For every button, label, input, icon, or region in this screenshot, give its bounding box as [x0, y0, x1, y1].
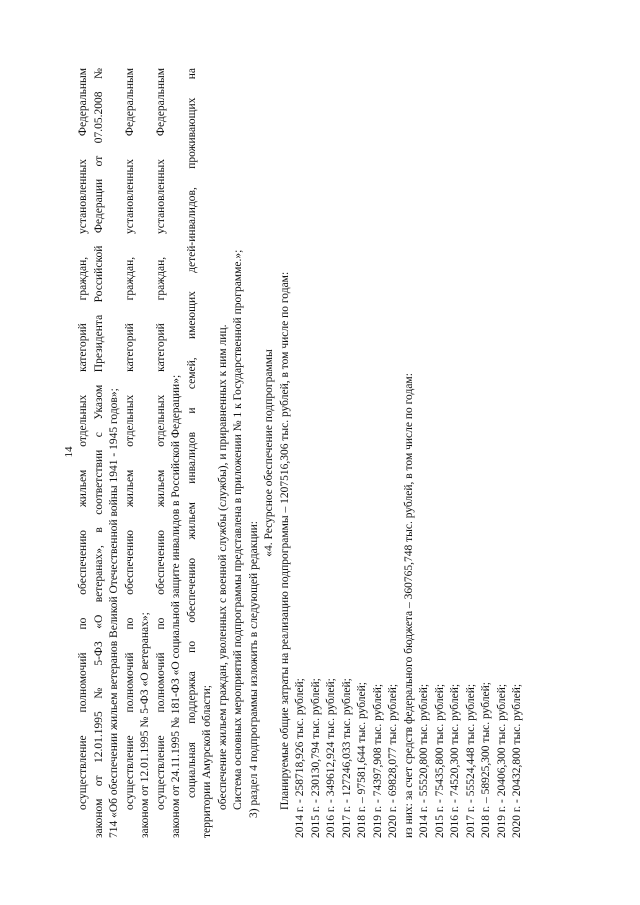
text-line: 2017 г. - 55524,448 тыс. рублей;	[464, 683, 477, 838]
page-number: 14	[63, 446, 75, 458]
text-line: социальная поддержка по обеспечению жильем инвалидов и семей, имеющих детей-инвалидов, проживающих на	[185, 68, 198, 798]
text-line: 2016 г. - 74520,300 тыс. рублей;	[449, 683, 461, 838]
text-line: осуществление полномочий по обеспечению жильем отдельных категорий граждан, установленных Федеральным	[154, 68, 167, 810]
text-line: территории Амурской области;	[201, 685, 213, 838]
text-line: осуществление полномочий по обеспечению жильем отдельных категорий граждан, установленных Федеральным	[77, 68, 89, 810]
text-line: Планируемые общие затраты на реализацию подпрограммы – 1207516,306 тыс. рублей, в том числе по годам:	[278, 271, 291, 810]
text-line: 2015 г. - 75435,800 тыс. рублей;	[433, 683, 446, 838]
text-line: 2016 г. - 349612,924 тыс. рублей;	[325, 678, 337, 838]
text-line: «4. Ресурсное обеспечение подпрограммы	[263, 349, 275, 557]
text-line: 2019 г. - 74397,908 тыс. рублей;	[371, 683, 384, 838]
text-line: 2020 г. - 20432,800 тыс. рублей;	[511, 683, 523, 838]
text-line: 2014 г. - 55520,800 тыс. рублей;	[418, 683, 430, 838]
text-line: 2017 г. - 127246,033 тыс. рублей;	[340, 678, 353, 838]
text-line: 2018 г. – 97581,644 тыс. рублей;	[356, 682, 368, 838]
document-body	[76, 68, 526, 838]
text-line: 2014 г. - 258718,926 тыс. рублей;	[294, 678, 306, 838]
text-line: 2015 г. - 230130,794 тыс. рублей;	[309, 678, 322, 838]
text-line: законом от 12.01.1995 № 5-ФЗ «О ветеранах», в соответствии с Указом Президента Российской Федерации от 07.05.2008 №	[92, 68, 105, 838]
text-line: 3) раздел 4 подпрограммы изложить в следующей редакции:	[247, 521, 260, 818]
text-line: Система основных мероприятий подпрограммы представлена в приложении № 1 к Государственной программе.»;	[232, 249, 244, 810]
text-line: из них: за счет средств федерального бюджета – 360765,748 тыс. рублей, в том числе по годам:	[402, 373, 415, 838]
text-line: 2018 г. – 58925,300 тыс. рублей;	[480, 682, 492, 838]
text-line: законом от 12.01.1995 № 5-ФЗ «О ветеранах»;	[139, 612, 151, 838]
text-line: осуществление полномочий по обеспечению жильем отдельных категорий граждан, установленных Федеральным	[123, 68, 136, 810]
text-line: 2020 г. - 69828,077 тыс. рублей;	[387, 683, 399, 838]
text-line: обеспечение жильем граждан, уволенных с военной службы (службы), и приравненных к ним лиц.	[216, 324, 229, 810]
text-line: 714 «Об обеспечении жильем ветеранов Великой Отечественной войны 1941 - 1945 годов»;	[108, 388, 120, 838]
text-line: 2019 г. - 20406,300 тыс. рублей;	[495, 683, 508, 838]
text-line: законом от 24.11.1995 № 181-ФЗ «О социальной защите инвалидов в Российской Федерации»;	[170, 374, 182, 838]
rotated-page-content	[50, 52, 590, 852]
